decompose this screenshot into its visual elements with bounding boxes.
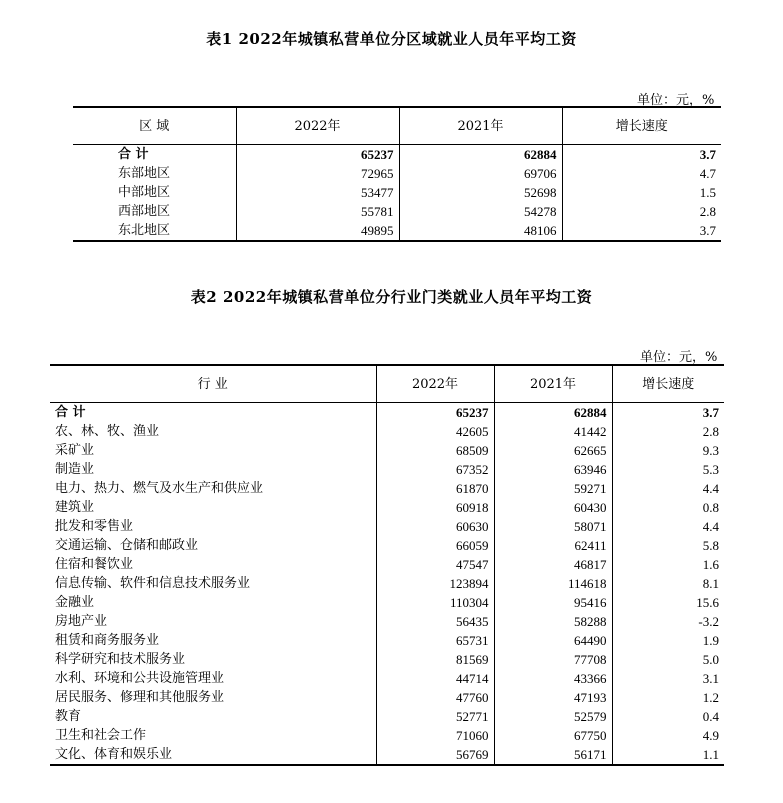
col-header-industry: 行 业 [50,365,376,403]
growth-rate: 2.8 [612,422,724,441]
table-row [50,574,724,593]
value-2021: 56171 [494,745,612,765]
row-label: 批发和零售业 [55,519,134,534]
value-2022: 65731 [376,631,494,650]
row-label: 西部地区 [118,204,171,219]
row-label: 中部地区 [118,185,171,200]
row-label: 电力、热力、燃气及水生产和供应业 [55,481,264,496]
table-header-row [50,365,724,403]
table-row [50,688,724,707]
value-2022: 53477 [236,183,399,202]
row-label: 住宿和餐饮业 [55,557,134,572]
table-row [50,536,724,555]
table-row [50,650,724,669]
value-2021: 54278 [399,202,562,221]
table-row [50,707,724,726]
value-2021: 62665 [494,441,612,460]
growth-rate: 1.6 [612,555,724,574]
value-2021: 77708 [494,650,612,669]
table2-title: 表2 2022年城镇私营单位分行业门类就业人员年平均工资 [190,288,593,306]
table-row [50,726,724,745]
value-2021: 43366 [494,669,612,688]
growth-rate: 1.1 [612,745,724,765]
table2-unit: 单位：元，% [640,350,718,365]
growth-rate: 3.7 [562,221,721,241]
value-2021: 69706 [399,164,562,183]
table-row [50,669,724,688]
table-row [50,441,724,460]
value-2022: 60630 [376,517,494,536]
value-2021: 62884 [494,403,612,423]
value-2022: 60918 [376,498,494,517]
row-label: 科学研究和技术服务业 [55,652,186,667]
value-2022: 123894 [376,574,494,593]
value-2022: 52771 [376,707,494,726]
row-label: 交通运输、仓储和邮政业 [55,538,199,553]
table-row [50,422,724,441]
growth-rate: 5.3 [612,460,724,479]
value-2022: 67352 [376,460,494,479]
growth-rate: 3.7 [562,145,721,165]
col-header-2021: 2021年 [494,365,612,403]
table-row [50,460,724,479]
value-2021: 41442 [494,422,612,441]
growth-rate: 3.1 [612,669,724,688]
region-wage-table [73,106,721,242]
value-2021: 63946 [494,460,612,479]
value-2021: 60430 [494,498,612,517]
growth-rate: 5.8 [612,536,724,555]
value-2021: 52698 [399,183,562,202]
growth-rate: 4.4 [612,479,724,498]
col-header-2022: 2022年 [376,365,494,403]
table-row [50,631,724,650]
table1-unit: 单位：元，% [637,93,715,108]
row-label: 租赁和商务服务业 [55,633,160,648]
value-2022: 49895 [236,221,399,241]
row-label: 教育 [55,709,82,724]
table-row [50,517,724,536]
col-header-region: 区 域 [73,107,236,145]
value-2022: 47760 [376,688,494,707]
growth-rate: 4.9 [612,726,724,745]
row-label: 文化、体育和娱乐业 [55,747,173,762]
growth-rate: 1.2 [612,688,724,707]
value-2022: 72965 [236,164,399,183]
growth-rate: 2.8 [562,202,721,221]
table-row [50,555,724,574]
growth-rate: 9.3 [612,441,724,460]
growth-rate: 15.6 [612,593,724,612]
growth-rate: 1.5 [562,183,721,202]
growth-rate: 0.8 [612,498,724,517]
value-2022: 71060 [376,726,494,745]
table-row [50,612,724,631]
table-row [73,221,721,241]
table1-title: 表1 2022年城镇私营单位分区域就业人员年平均工资 [206,30,577,48]
table-row [73,183,721,202]
growth-rate: 1.9 [612,631,724,650]
value-2022: 81569 [376,650,494,669]
row-label: 东北地区 [118,223,171,238]
value-2021: 62411 [494,536,612,555]
table-header-row [73,107,721,145]
value-2021: 46817 [494,555,612,574]
table-row [50,745,724,765]
value-2022: 65237 [376,403,494,423]
table-row [73,202,721,221]
table-row [50,593,724,612]
value-2022: 66059 [376,536,494,555]
table-row [73,164,721,183]
value-2022: 47547 [376,555,494,574]
row-label: 金融业 [55,595,95,610]
row-label: 水利、环境和公共设施管理业 [55,671,225,686]
col-header-2021: 2021年 [399,107,562,145]
row-label: 房地产业 [55,614,108,629]
total-row [50,403,724,423]
value-2021: 95416 [494,593,612,612]
growth-rate: 3.7 [612,403,724,423]
value-2022: 110304 [376,593,494,612]
value-2021: 58288 [494,612,612,631]
table-row [50,479,724,498]
value-2021: 52579 [494,707,612,726]
growth-rate: 8.1 [612,574,724,593]
value-2022: 42605 [376,422,494,441]
growth-rate: 5.0 [612,650,724,669]
row-label: 建筑业 [55,500,95,515]
col-header-growth: 增长速度 [562,107,721,145]
total-row [73,145,721,165]
row-label: 合 计 [118,147,149,162]
row-label: 制造业 [55,462,95,477]
row-label: 居民服务、修理和其他服务业 [55,690,225,705]
table-row [50,498,724,517]
row-label: 卫生和社会工作 [55,728,147,743]
value-2021: 64490 [494,631,612,650]
value-2021: 48106 [399,221,562,241]
value-2022: 56435 [376,612,494,631]
value-2022: 65237 [236,145,399,165]
value-2021: 47193 [494,688,612,707]
value-2022: 56769 [376,745,494,765]
row-label: 农、林、牧、渔业 [55,424,160,439]
row-label: 东部地区 [118,166,171,181]
value-2022: 68509 [376,441,494,460]
value-2021: 58071 [494,517,612,536]
growth-rate: 4.7 [562,164,721,183]
value-2021: 59271 [494,479,612,498]
industry-wage-table [50,364,724,766]
col-header-2022: 2022年 [236,107,399,145]
growth-rate: -3.2 [612,612,724,631]
row-label: 合 计 [55,405,86,420]
value-2022: 55781 [236,202,399,221]
value-2021: 67750 [494,726,612,745]
col-header-growth: 增长速度 [612,365,724,403]
value-2022: 61870 [376,479,494,498]
growth-rate: 0.4 [612,707,724,726]
row-label: 采矿业 [55,443,95,458]
value-2022: 44714 [376,669,494,688]
growth-rate: 4.4 [612,517,724,536]
value-2021: 114618 [494,574,612,593]
row-label: 信息传输、软件和信息技术服务业 [55,576,251,591]
value-2021: 62884 [399,145,562,165]
